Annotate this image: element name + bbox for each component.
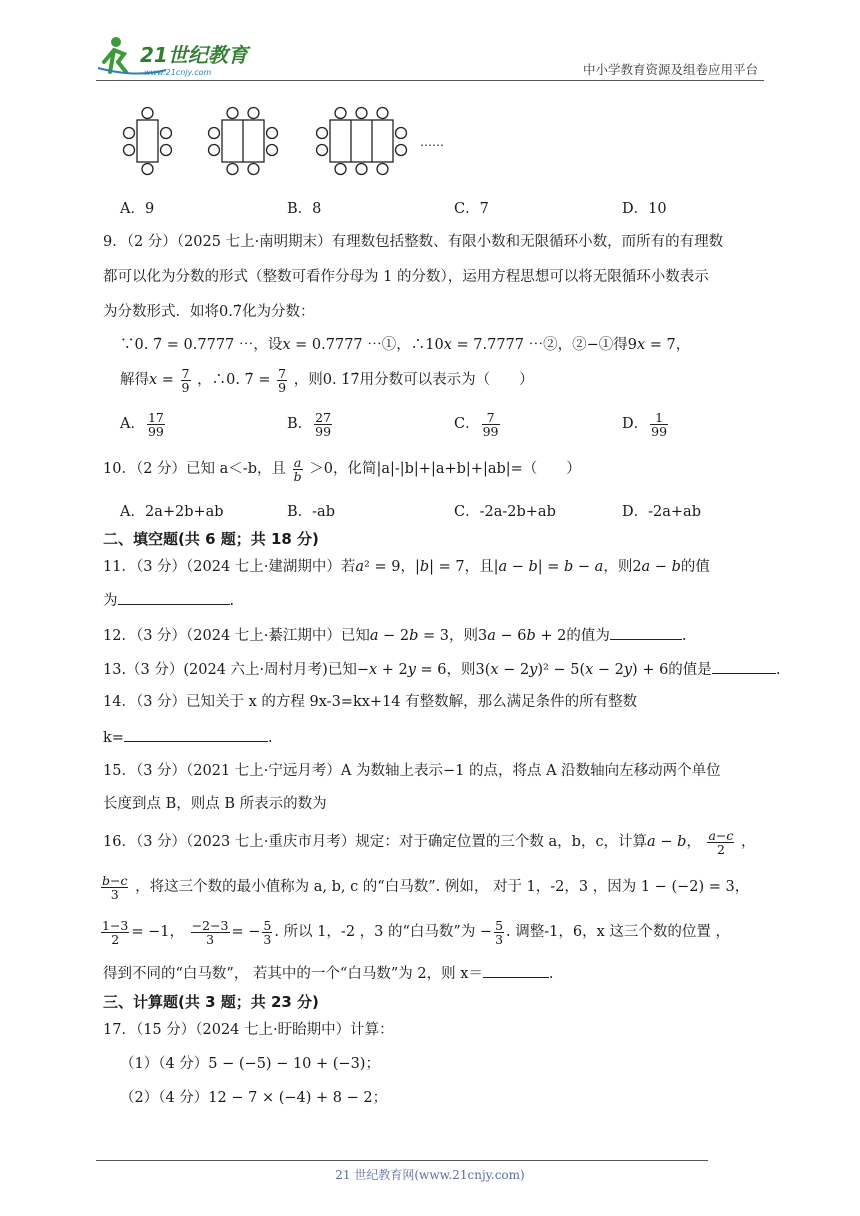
q8-option-b: B．8 [287, 201, 322, 217]
seating-diagram [120, 104, 460, 178]
header-divider [96, 80, 764, 81]
q16-fraction-4: $\frac{5}{3}$ [495, 917, 504, 947]
q16-line-1: 16．（3 分）（2023 七上·重庆市月考）规定：对于确定位置的三个数 a，b，c，计算𝑎 − 𝑏， $\frac{\text{𝑎−𝑐}}{2}$ ， [103, 827, 756, 857]
q11-answer-blank[interactable] [118, 590, 230, 605]
footer-divider [96, 1160, 708, 1161]
q10-option-d: D．-2a+ab [622, 504, 701, 520]
q9-question-text: ，则0. 1̇7̇用分数可以表示为（ ） [293, 372, 534, 388]
q17-part-2: （2）（4 分）12 − 7 × (−4) + 8 − 2； [120, 1090, 388, 1106]
section-fill-in-heading: 二、填空题(共 6 题；共 18 分) [103, 530, 319, 548]
q13: 13.（3 分）(2024 六上·周村月考)已知−𝑥 + 2𝑦 = 6，则3(𝑥 − 2𝑦)² − 5(𝑥 − 2𝑦) + 6的值是 . [103, 659, 780, 680]
q10-option-b: B．-ab [287, 504, 335, 520]
q16-line-4: 得到不同的“白马数”， 若其中的一个“白马数”为 2，则 x＝ . [103, 963, 554, 984]
q9-line-1: 9．（2 分）（2025 七上·南明期末）有理数包括整数、有限小数和无限循环小数，而所有的有理数 [103, 234, 724, 250]
q16-fraction-1: $\frac{1-3}{2}$ [102, 917, 129, 947]
q9-fraction-2: $\frac{7}{9}$ [278, 365, 287, 395]
q9-line-5 [120, 366, 534, 394]
section-calculation-heading: 三、计算题(共 3 题；共 23 分) [103, 993, 319, 1011]
q12: 12．（3 分）（2024 七上·綦江期中）已知𝑎 − 2𝑏 = 3，则3𝑎 − 6𝑏 + 2的值为 . [103, 625, 686, 646]
site-logo [96, 32, 256, 80]
q16-fraction-3: $\frac{5}{3}$ [263, 917, 272, 947]
tables-figure [120, 104, 460, 178]
svg-text:21世纪教育: 21世纪教育 [140, 43, 248, 67]
runner-logo-icon [96, 32, 256, 80]
q9-option-b: B． $\frac{27}{99}$ [287, 409, 332, 439]
q17-stem: 17．（15 分）（2024 七上·盱眙期中）计算： [103, 1022, 394, 1038]
q16-fraction-a-c: $\frac{\text{𝑎−𝑐}}{2}$ [708, 827, 734, 857]
q11-line-2: 为 . [103, 590, 234, 611]
q11-line-1: 11．（3 分）（2024 七上·建湖期中）若𝑎² = 9，|𝑏| = 7，且|𝑎 − 𝑏| = 𝑏 − 𝑎，则2𝑎 − 𝑏的值 [103, 559, 710, 575]
q13-answer-blank[interactable] [712, 659, 776, 674]
q14-line-2: k= . [103, 727, 273, 748]
q9-line-4: ∵0. 7̇ = 0.7777 ⋯，设𝑥 = 0.7777 ⋯①，∴10𝑥 = 7.7777 ⋯②，②−①得9𝑥 = 7， [120, 337, 691, 353]
q10-fraction: $\frac{a}{b}$ [293, 454, 302, 484]
footer-text[interactable]: 21 世纪教育网(www.21cnjy.com) [335, 1168, 525, 1182]
q16-answer-blank[interactable] [483, 963, 549, 978]
svg-text:www.21cnjy.com: www.21cnjy.com [144, 68, 212, 77]
q12-answer-blank[interactable] [610, 625, 682, 640]
q10-stem: 10．（2 分）已知 a＜-b，且 $\frac{a}{b}$ ＞0，化简|a|-|b|+|a+b|+|ab|=（ ） [103, 454, 581, 484]
q15-line-1: 15．（3 分）（2021 七上·宁远月考）A 为数轴上表示−1 的点，将点 A 沿数轴向左移动两个单位 [103, 763, 721, 779]
q16-fraction-b-c: $\frac{\text{𝑏−𝑐}}{3}$ [102, 872, 128, 902]
q9-therefore-text: ，∴0. 7̇ = [197, 372, 271, 388]
q16-line-2: $\frac{\text{𝑏−𝑐}}{3}$ ，将这三个数的最小值称为 a, b, c 的“白马数”. 例如， 对于 1，-2，3 ，因为 1 − (−2) = 3， [102, 872, 750, 902]
q15-line-2: 长度到点 B，则点 B 所表示的数为 [103, 796, 327, 812]
q10-option-c: C．-2a-2b+ab [454, 504, 556, 520]
q9-line-2: 都可以化为分数的形式（整数可看作分母为 1 的分数），运用方程思想可以将无限循环小数表示 [103, 269, 709, 285]
q9-fraction-1: $\frac{7}{9}$ [181, 365, 190, 395]
q9-line-3: 为分数形式．如将0.7̇化为分数： [103, 304, 315, 320]
q16-line-3: $\frac{1-3}{2}$ = −1， $\frac{-2-3}{3}$ = − $\frac{5}{3}$ . 所以 1，-2 ，3 的“白马数”为 − $\frac{5}{3}$ . 调整-1，6，x 这三个数的位置 ， [102, 917, 731, 947]
q14-answer-blank[interactable] [124, 727, 268, 742]
q8-option-d: D．10 [622, 201, 667, 217]
q16-fraction-2: $\frac{-2-3}{3}$ [191, 917, 229, 947]
q8-option-c: C．7 [454, 201, 489, 217]
q10-option-a: A．2a+2b+ab [120, 504, 224, 520]
figure-ellipsis: …… [420, 135, 444, 149]
header-platform-text: 中小学教育资源及组卷应用平台 [582, 62, 758, 77]
q9-option-a: A． $\frac{17}{99}$ [120, 409, 164, 439]
q9-solve-text: 解得𝑥 = [120, 372, 174, 388]
q8-option-a: A．9 [120, 201, 155, 217]
q17-part-1: （1）（4 分）5 − (−5) − 10 + (−3)； [120, 1056, 380, 1072]
q14-line-1: 14．（3 分）已知关于 x 的方程 9x-3=kx+14 有整数解，那么满足条件的所有整数 [103, 694, 638, 710]
q9-option-c: C． $\frac{7}{99}$ [454, 409, 499, 439]
q9-option-d: D． $\frac{1}{99}$ [622, 409, 668, 439]
